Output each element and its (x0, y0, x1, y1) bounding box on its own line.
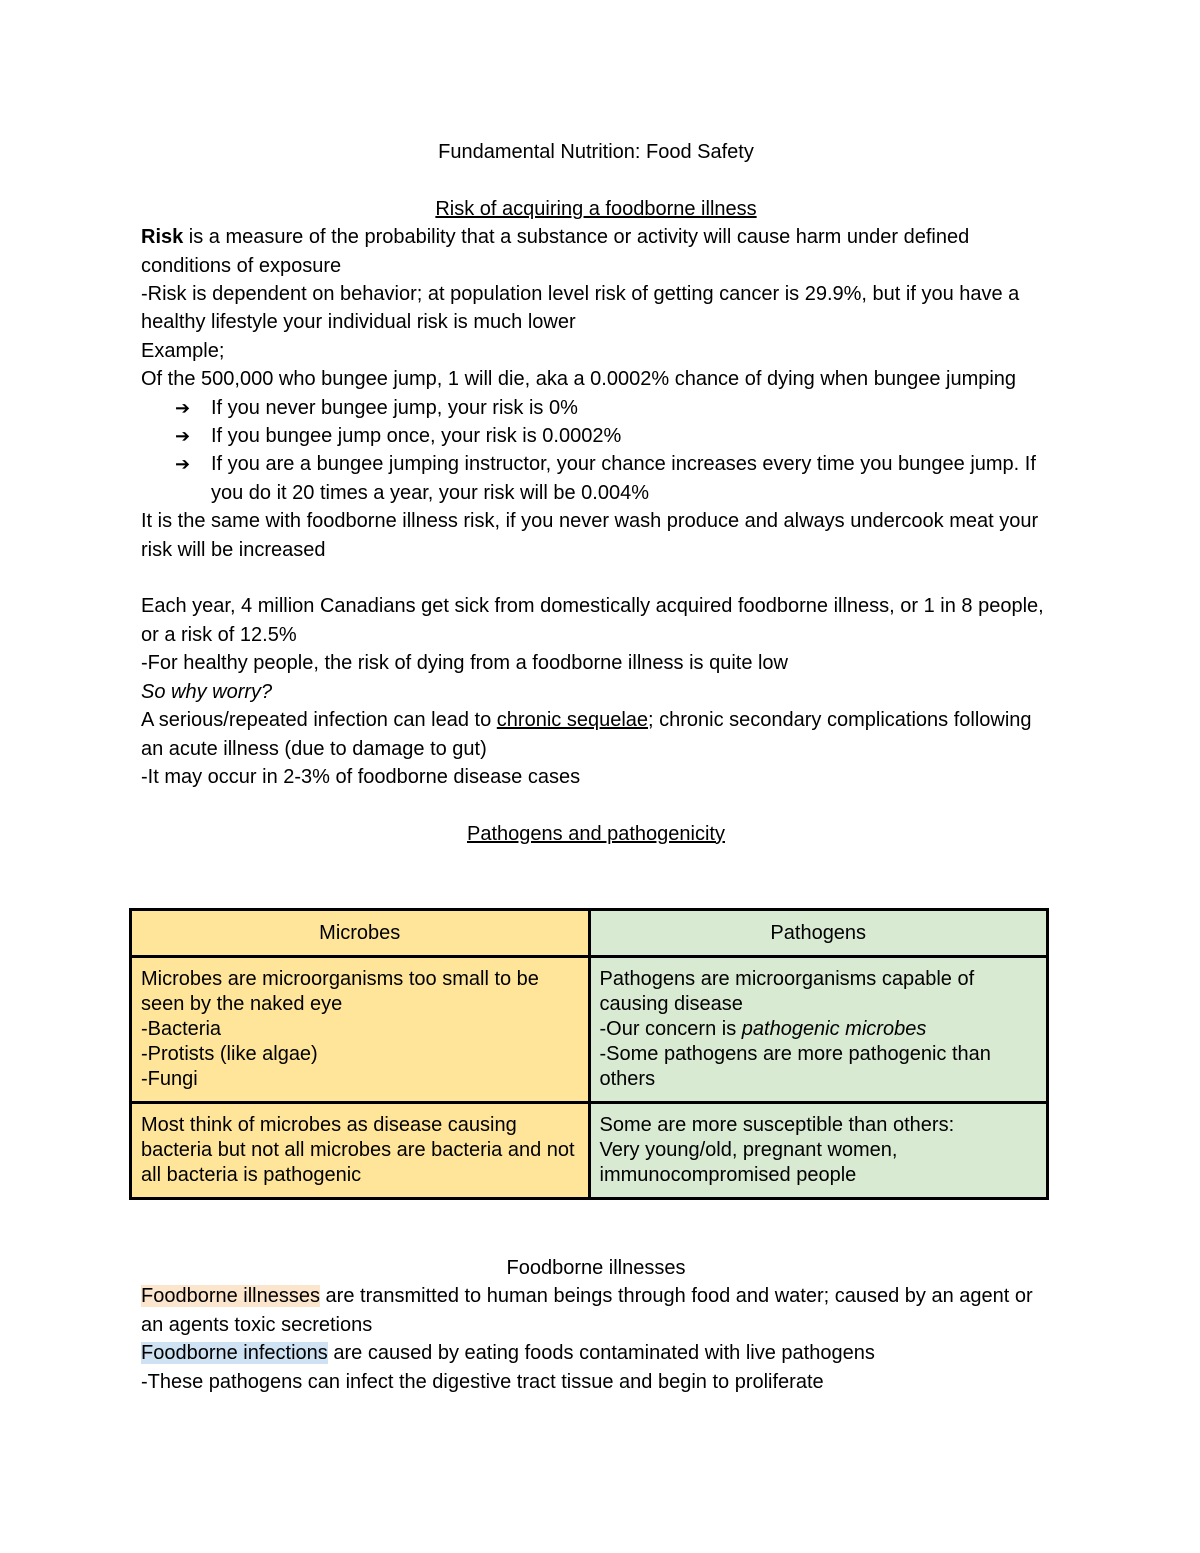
paragraph (141, 1339, 1051, 1367)
table-cell (589, 1103, 1048, 1199)
paragraph (141, 1282, 1051, 1339)
cell-line: -Some pathogens are more pathogenic than others (599, 1043, 991, 1090)
list-item-text: If you never bungee jump, your risk is 0% (211, 396, 578, 419)
table-cell: Most think of microbes as disease causing bacteria but not all microbes are bacteria and not all bacteria is pathogenic (131, 1103, 590, 1199)
list-item-text: If you are a bungee jumping instructor, your chance increases every time you bungee jump. If you do it 20 times a year, your risk will be 0.004% (211, 453, 1036, 504)
document-body (141, 138, 1051, 848)
paragraph: Example; (141, 339, 225, 362)
section-heading-foodborne: Foodborne illnesses (506, 1257, 686, 1279)
paragraph: -It may occur in 2-3% of foodborne disease cases (141, 765, 581, 788)
foodborne-section (141, 1254, 1051, 1396)
paragraph: -For healthy people, the risk of dying from a foodborne illness is quite low (141, 652, 789, 675)
cell-line: -Protists (like algae) (141, 1043, 318, 1065)
list-item (175, 422, 1051, 450)
highlighted-term-infections: Foodborne infections (141, 1342, 328, 1365)
cell-line: Microbes are microorganisms too small to be seen by the naked eye (141, 968, 539, 1015)
risk-definition (141, 223, 1051, 280)
cell-line: Very young/old, pregnant women, immunocompromised people (599, 1139, 898, 1186)
text-run: A serious/repeated infection can lead to (141, 709, 497, 732)
paragraph (141, 706, 1051, 763)
text-run: are transmitted to human beings through food and water; caused by an agent or an agents toxic secretions (141, 1285, 1033, 1336)
cell-line: Some are more susceptible than others: (599, 1114, 955, 1136)
text-run-italic: pathogenic microbes (741, 1018, 927, 1040)
arrow-bullet-icon: ➔ (175, 426, 191, 447)
text-run: ; chronic secondary complications following an acute illness (due to damage to gut) (141, 709, 1032, 760)
section-heading-pathogens: Pathogens and pathogenicity (467, 822, 725, 845)
highlighted-term-illnesses: Foodborne illnesses (141, 1285, 320, 1308)
risk-definition-text: is a measure of the probability that a substance or activity will cause harm under defined conditions of exposure (141, 226, 970, 277)
list-item (175, 450, 1051, 507)
bullet-list (141, 394, 1051, 508)
paragraph: -These pathogens can infect the digestive tract tissue and begin to proliferate (141, 1370, 824, 1393)
arrow-bullet-icon: ➔ (175, 454, 191, 475)
microbes-pathogens-table (129, 908, 1049, 1200)
paragraph: -Risk is dependent on behavior; at population level risk of getting cancer is 29.9%, but if you have a healthy lifestyle your individual risk is much lower (141, 283, 1020, 334)
arrow-bullet-icon: ➔ (175, 397, 191, 418)
cell-line: -Fungi (141, 1068, 198, 1090)
text-run: -Our concern is (599, 1018, 742, 1040)
chronic-sequelae-term: chronic sequelae (496, 709, 649, 732)
paragraph: It is the same with foodborne illness risk, if you never wash produce and always undercook meat your risk will be increased (141, 510, 1039, 561)
document-title: Fundamental Nutrition: Food Safety (438, 141, 754, 163)
list-item (175, 394, 1051, 422)
table-cell (131, 957, 590, 1103)
table-header-microbes: Microbes (131, 910, 590, 957)
table-header-pathogens: Pathogens (589, 910, 1048, 957)
italic-question: So why worry? (141, 680, 273, 703)
text-run: are caused by eating foods contaminated with live pathogens (327, 1342, 875, 1365)
paragraph (141, 678, 1051, 706)
paragraph: Of the 500,000 who bungee jump, 1 will die, aka a 0.0002% chance of dying when bungee jumping (141, 368, 1017, 391)
paragraph: Each year, 4 million Canadians get sick from domestically acquired foodborne illness, or 1 in 8 people, or a risk of 12.5% (141, 595, 1044, 646)
cell-line: -Bacteria (141, 1018, 222, 1040)
cell-line (600, 1017, 1037, 1042)
table-cell (589, 957, 1048, 1103)
risk-term: Risk (141, 226, 184, 249)
section-heading-risk: Risk of acquiring a foodborne illness (435, 197, 757, 220)
list-item-text: If you bungee jump once, your risk is 0.0002% (211, 425, 622, 448)
cell-line: Pathogens are microorganisms capable of causing disease (599, 968, 975, 1015)
